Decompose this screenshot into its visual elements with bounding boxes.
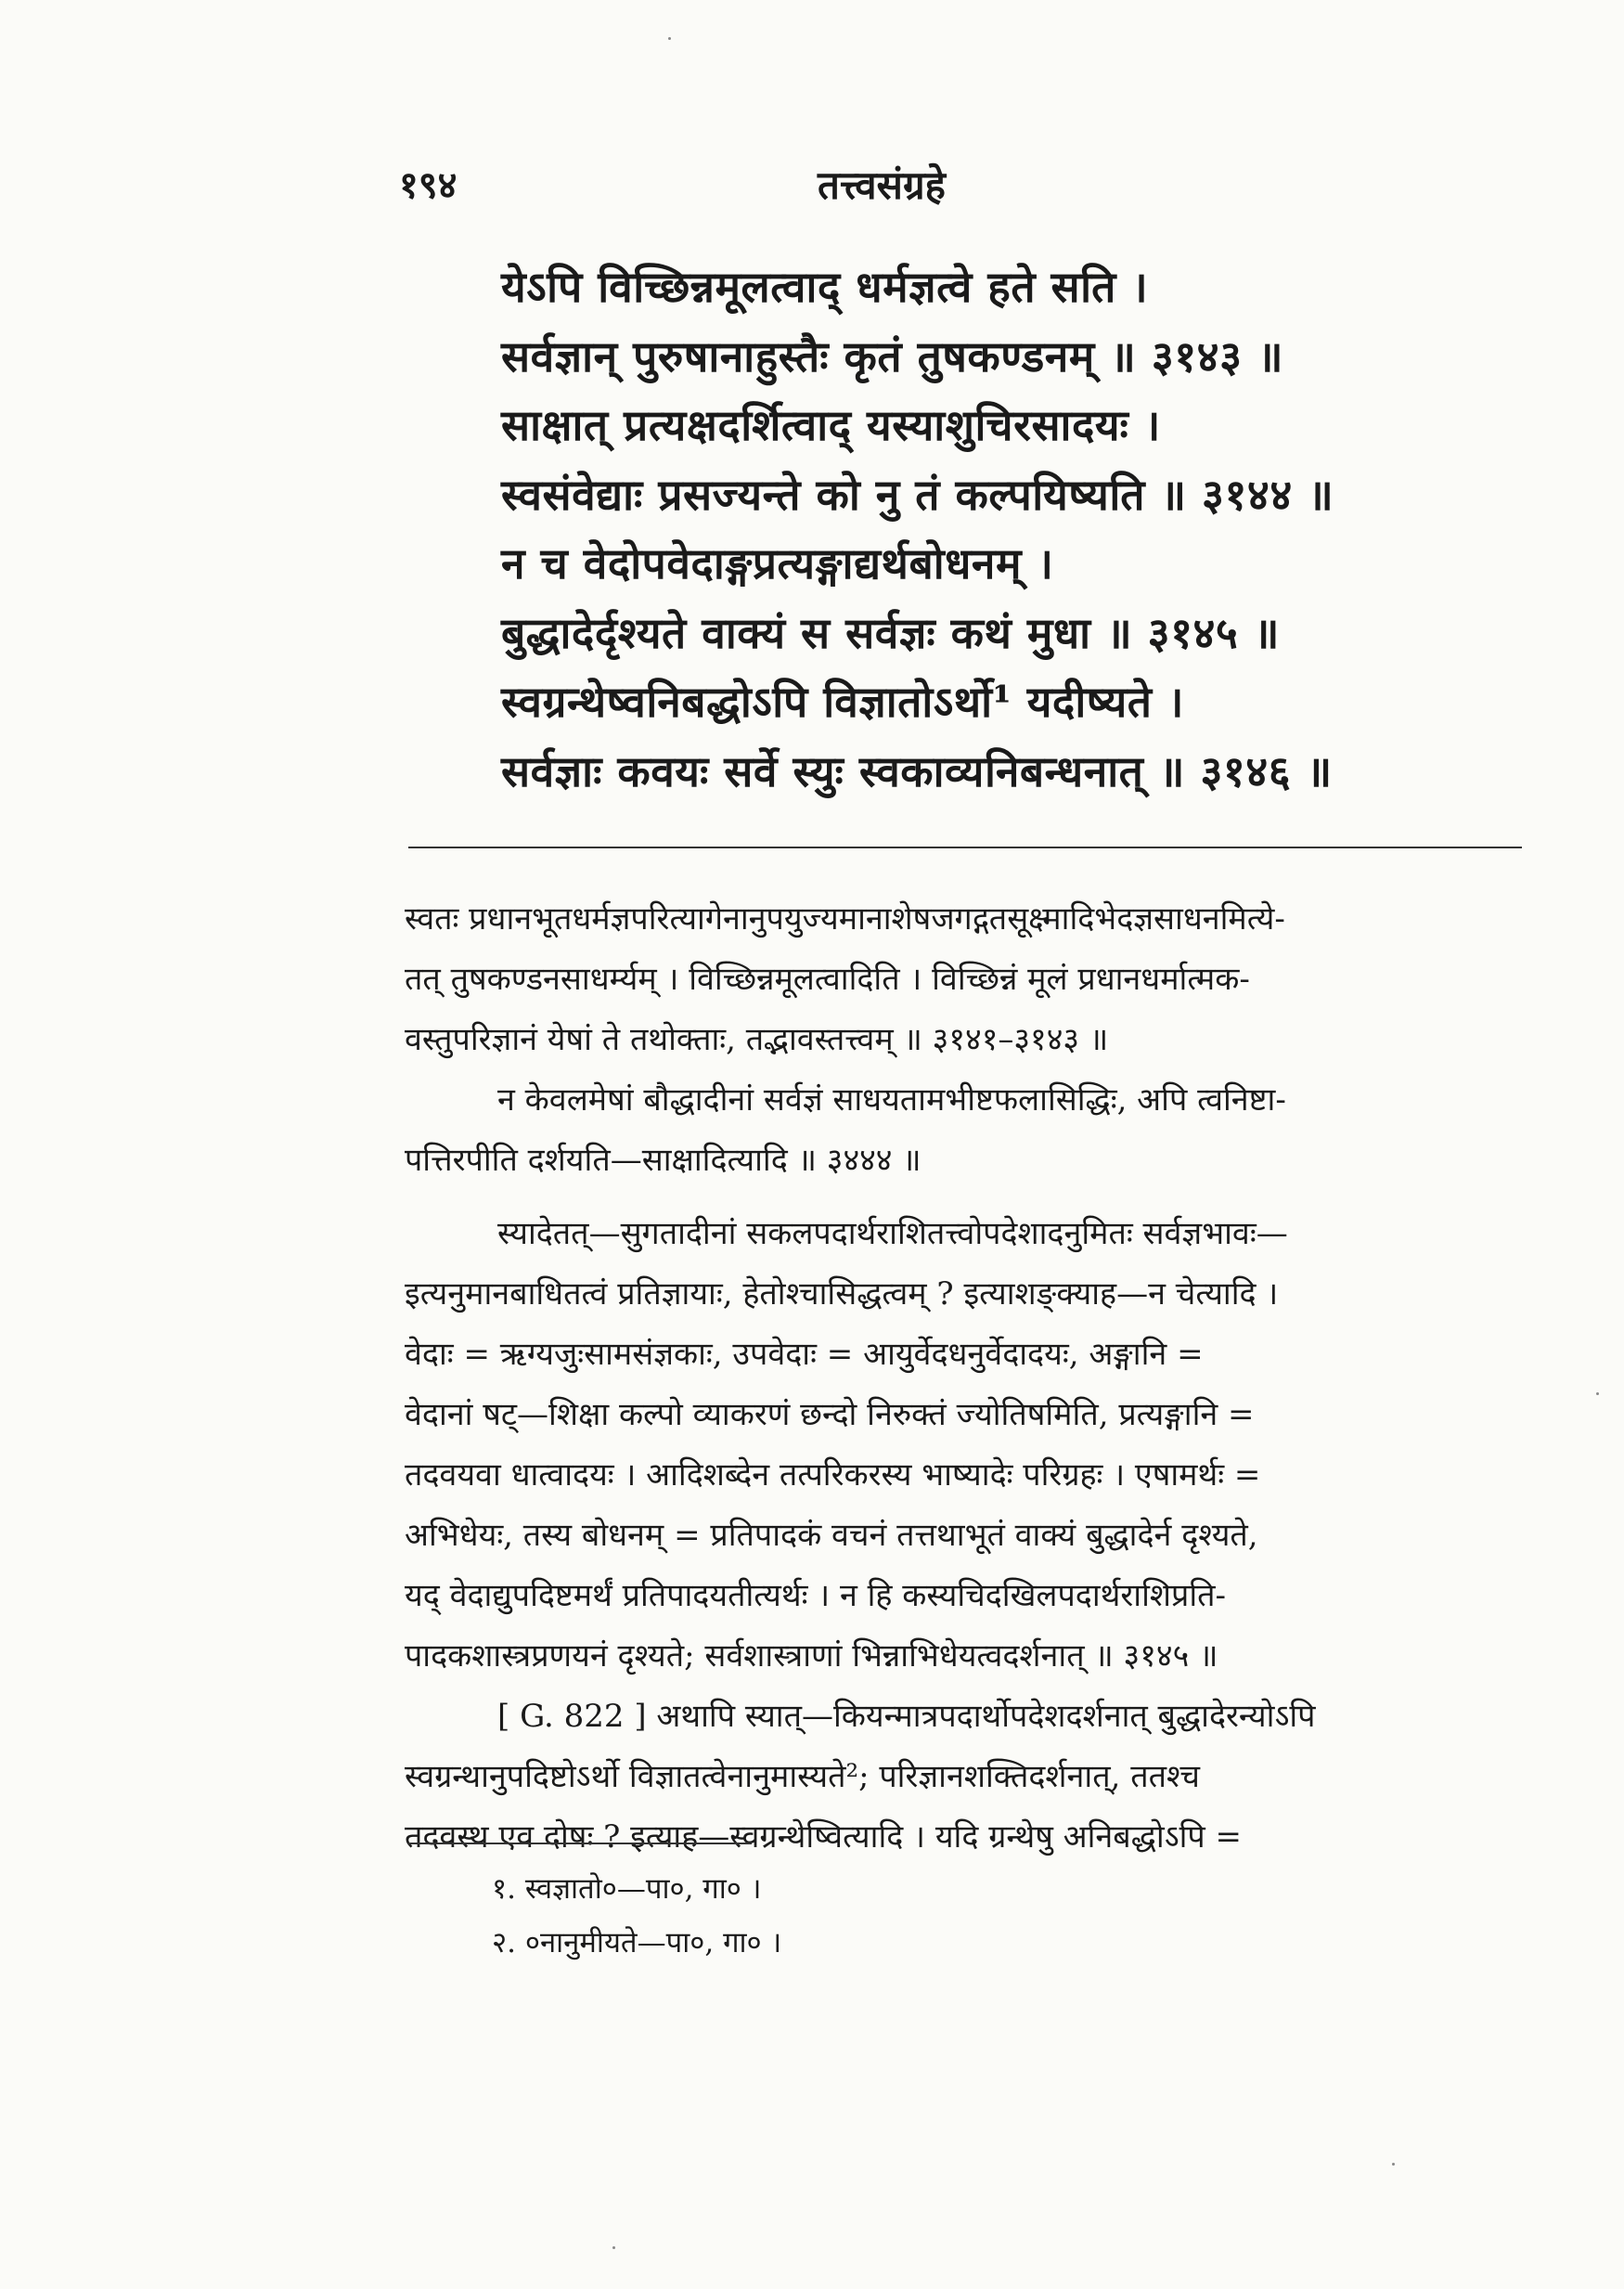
commentary-line: स्वतः प्रधानभूतधर्मज्ञपरित्यागेनानुपयुज्यमानाशेषजगद्गतसूक्ष्मादिभेदज्ञसाधनमित्ये-: [405, 900, 1285, 938]
footnotes: [492, 1862, 1327, 1970]
verse-line: बुद्धादेर्दृश्यते वाक्यं स सर्वज्ञः कथं मुधा ॥ ३१४५ ॥: [501, 607, 1280, 658]
commentary-line: तत् तुषकण्डनसाधर्म्यम् । विच्छिन्नमूलत्वादिति । विच्छिन्नं मूलं प्रधानधर्मात्मक-: [405, 961, 1250, 998]
page-header: [399, 158, 1364, 213]
commentary-line: तदवयवा धात्वादयः । आदिशब्देन तत्परिकरस्य भाष्यादेः परिग्रहः । एषामर्थः =: [405, 1456, 1261, 1494]
commentary-line: वेदानां षट्—शिक्षा कल्पो व्याकरणं छन्दो निरुक्तं ज्योतिषमिति, प्रत्यङ्गानि =: [405, 1396, 1255, 1433]
verse-line: स्वग्रन्थेष्वनिबद्धोऽपि विज्ञातोऽर्थो¹ यदीष्यते ।: [501, 677, 1184, 727]
verse-line: स्वसंवेद्याः प्रसज्यन्ते को नु तं कल्पयिष्यति ॥ ३१४४ ॥: [501, 469, 1334, 520]
verse-line: न च वेदोपवेदाङ्गप्रत्यङ्गाद्यर्थबोधनम् ।: [501, 538, 1054, 588]
commentary-line: पादकशास्त्रप्रणयनं दृश्यते; सर्वशास्त्राणां भिन्नाभिधेयत्वदर्शनात् ॥ ३१४५ ॥: [405, 1637, 1218, 1675]
running-title: तत्त्वसंग्रहे: [818, 162, 946, 208]
verse-block: [501, 252, 1540, 806]
commentary-line: [ G. 822 ] अथापि स्यात्—कियन्मात्रपदार्थोपदेशदर्शनात् बुद्धादेरन्योऽपि: [497, 1698, 1316, 1735]
footnote-divider-rule: [408, 1843, 752, 1844]
verse-divider-rule: [408, 847, 1522, 848]
verse-line: साक्षात् प्रत्यक्षदर्शित्वाद् यस्याशुचिरसादयः ।: [501, 400, 1161, 450]
footnote: १. स्वज्ञातो०—पा०, गा० ।: [492, 1872, 762, 1906]
scan-speck: [668, 37, 671, 40]
commentary-line: वेदाः = ऋग्यजुःसामसंज्ञकाः, उपवेदाः = आयुर्वेदधनुर्वेदादयः, अङ्गानि =: [405, 1336, 1204, 1373]
scan-speck: [612, 2246, 615, 2249]
commentary-line: इत्यनुमानबाधितत्वं प्रतिज्ञायाः, हेतोश्चासिद्धत्वम् ? इत्याशङ्क्याह—न चेत्यादि ।: [405, 1275, 1279, 1313]
commentary-line: न केवलमेषां बौद्धादीनां सर्वज्ञं साधयतामभीष्टफलासिद्धिः, अपि त्वनिष्टा-: [497, 1081, 1286, 1119]
scan-speck: [1392, 2163, 1395, 2166]
verse-line: येऽपि विच्छिन्नमूलत्वाद् धर्मज्ञत्वे हते सति ।: [501, 262, 1149, 312]
verse-line: सर्वज्ञान् पुरुषानाहुस्तैः कृतं तुषकण्डनम् ॥ ३१४३ ॥: [501, 330, 1284, 382]
commentary-line: वस्तुपरिज्ञानं येषां ते तथोक्ताः, तद्भावस्तत्त्वम् ॥ ३१४१–३१४३ ॥: [405, 1021, 1109, 1058]
commentary-line: अभिधेयः, तस्य बोधनम् = प्रतिपादकं वचनं तत्तथाभूतं वाक्यं बुद्धादेर्न दृश्यते,: [405, 1517, 1258, 1554]
commentary-line: स्यादेतत्—सुगतादीनां सकलपदार्थराशितत्त्वोपदेशादनुमितः सर्वज्ञभावः—: [497, 1215, 1288, 1252]
commentary-line: पत्तिरपीति दर्शयति—साक्षादित्यादि ॥ ३४४४ ॥: [405, 1142, 922, 1179]
scan-speck: [1596, 1392, 1599, 1395]
commentary-line: यद् वेदाद्युपदिष्टमर्थं प्रतिपादयतीत्यर्थः । न हि कस्यचिदखिलपदार्थराशिप्रति-: [405, 1577, 1227, 1614]
commentary-line: स्वग्रन्थानुपदिष्टोऽर्थो विज्ञातत्वेनानुमास्यते²; परिज्ञानशक्तिदर्शनात्, ततश्च: [405, 1758, 1201, 1795]
page-number: १९४: [399, 163, 458, 207]
commentary-line: तदवस्थ एव दोषः ? इत्याह—स्वग्रन्थेष्वित्यादि । यदि ग्रन्थेषु अनिबद्धोऽपि =: [405, 1818, 1242, 1856]
footnote: २. ०नानुमीयते—पा०, गा० ।: [492, 1926, 782, 1959]
commentary-block: [405, 889, 1555, 1868]
verse-line: सर्वज्ञाः कवयः सर्वे स्युः स्वकाव्यनिबन्धनात् ॥ ३१४६ ॥: [501, 745, 1333, 796]
